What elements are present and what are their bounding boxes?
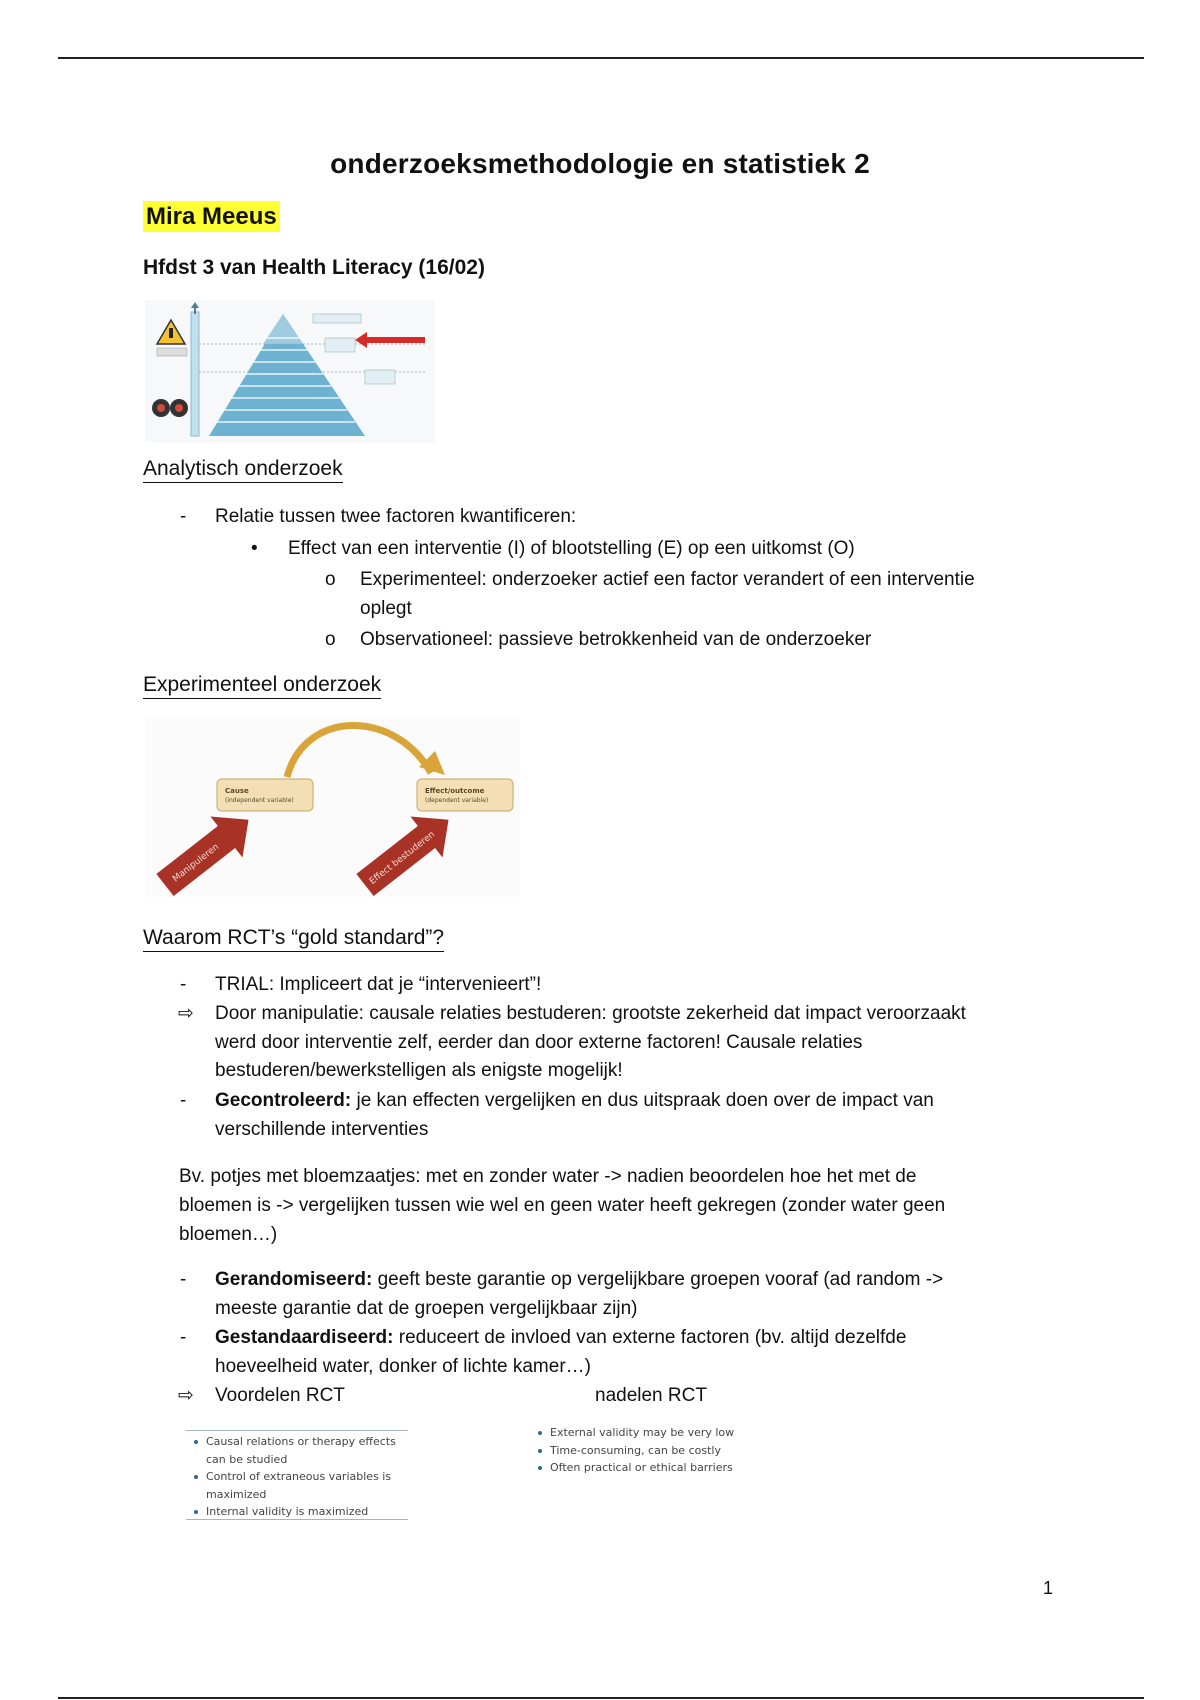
pros-box-bottom-line [186, 1519, 408, 1520]
chapter-heading: Hfdst 3 van Health Literacy (16/02) [143, 256, 485, 279]
pros-item: Causal relations or therapy effects can be studied [206, 1433, 408, 1468]
text-line: werd door interventie zelf, eerder dan door externe factoren! Causale relaties [215, 1032, 863, 1053]
heading-experimenteel-onderzoek: Experimenteel onderzoek [143, 672, 381, 699]
dash-marker: - [180, 1327, 187, 1348]
text-line: Effect van een interventie (I) of blootstelling (E) op een uitkomst (O) [288, 538, 855, 559]
document-title: onderzoeksmethodologie en statistiek 2 [330, 148, 870, 179]
page-top-rule [58, 57, 1144, 59]
term-gecontroleerd: Gecontroleerd: [215, 1090, 352, 1111]
text-line: Observationeel: passieve betrokkenheid van de onderzoeker [360, 629, 872, 650]
cons-item: External validity may be very low [550, 1424, 792, 1442]
term-gerandomiseerd: Gerandomiseerd: [215, 1269, 373, 1290]
text-line: TRIAL: Impliceert dat je “intervenieert”! [215, 974, 542, 995]
text-line-gestandaardiseerd [215, 1324, 906, 1352]
heading-waarom-rct: Waarom RCT’s “gold standard”? [143, 925, 444, 952]
arrow-label-manipuleren: Manipuleren [171, 842, 222, 885]
text-line: Relatie tussen twee factoren kwantificeren: [215, 506, 577, 527]
cons-item: Time-consuming, can be costly [550, 1442, 792, 1460]
text-line: Door manipulatie: causale relaties bestuderen: grootste zekerheid dat impact veroorzaakt [215, 1003, 966, 1024]
text-line-gerandomiseerd [215, 1266, 943, 1294]
term-gestandaardiseerd: Gestandaardiseerd: [215, 1327, 394, 1348]
pros-list [188, 1433, 408, 1521]
dash-marker: - [180, 974, 187, 995]
page-bottom-rule [58, 1697, 1144, 1699]
bullet-marker: • [251, 538, 258, 559]
arrow-label-effect-bestuderen: Effect bestuderen [367, 829, 438, 887]
cons-list [532, 1424, 792, 1477]
text-line: bloemen is -> vergelijken tussen wie wel en geen water heeft gekregen (zonder water geen [179, 1195, 946, 1216]
arrow-marker-icon: ⇨ [178, 1003, 194, 1024]
text-line: bloemen…) [179, 1224, 278, 1245]
page-number: 1 [1043, 1578, 1054, 1598]
circle-marker: o [325, 629, 336, 650]
text-span: je kan effecten vergelijken en dus uitspraak doen over de impact van [351, 1090, 934, 1111]
pros-label: Voordelen RCT [215, 1385, 345, 1406]
pros-item: Control of extraneous variables is maximized [206, 1468, 408, 1503]
effect-box-subtitle: (dependent variable) [425, 797, 489, 804]
cause-box-subtitle: (independent variable) [225, 797, 294, 804]
text-line: oplegt [360, 598, 412, 619]
author-name-highlighted: Mira Meeus [143, 201, 280, 232]
text-span: reduceert de invloed van externe factoren (bv. altijd dezelfde [393, 1327, 907, 1348]
cons-item: Often practical or ethical barriers [550, 1459, 792, 1477]
cause-effect-figure [145, 717, 520, 897]
arrow-marker-icon: ⇨ [178, 1385, 194, 1406]
dash-marker: - [180, 1269, 187, 1290]
text-line: bestuderen/bewerkstelligen als enigste mogelijk! [215, 1060, 623, 1081]
circle-marker: o [325, 569, 336, 590]
pros-box-top-line [186, 1430, 408, 1431]
text-line: Experimenteel: onderzoeker actief een factor verandert of een interventie [360, 569, 975, 590]
cons-label: nadelen RCT [595, 1385, 707, 1406]
text-line: verschillende interventies [215, 1119, 429, 1140]
text-span: geeft beste garantie op vergelijkbare groepen vooraf (ad random -> [372, 1269, 944, 1290]
effect-box-title: Effect/outcome [425, 787, 485, 795]
text-line-gecontroleerd [215, 1087, 934, 1115]
evidence-pyramid-figure [145, 300, 435, 442]
dash-marker: - [180, 506, 187, 527]
heading-analytisch-onderzoek: Analytisch onderzoek [143, 456, 343, 483]
cause-box-title: Cause [225, 787, 249, 795]
pros-item: Internal validity is maximized [206, 1503, 408, 1521]
dash-marker: - [180, 1090, 187, 1111]
text-line: Bv. potjes met bloemzaatjes: met en zonder water -> nadien beoordelen hoe het met de [179, 1166, 917, 1187]
text-line: meeste garantie dat de groepen vergelijkbaar zijn) [215, 1298, 638, 1319]
text-line: hoeveelheid water, donker of lichte kamer…) [215, 1356, 591, 1377]
